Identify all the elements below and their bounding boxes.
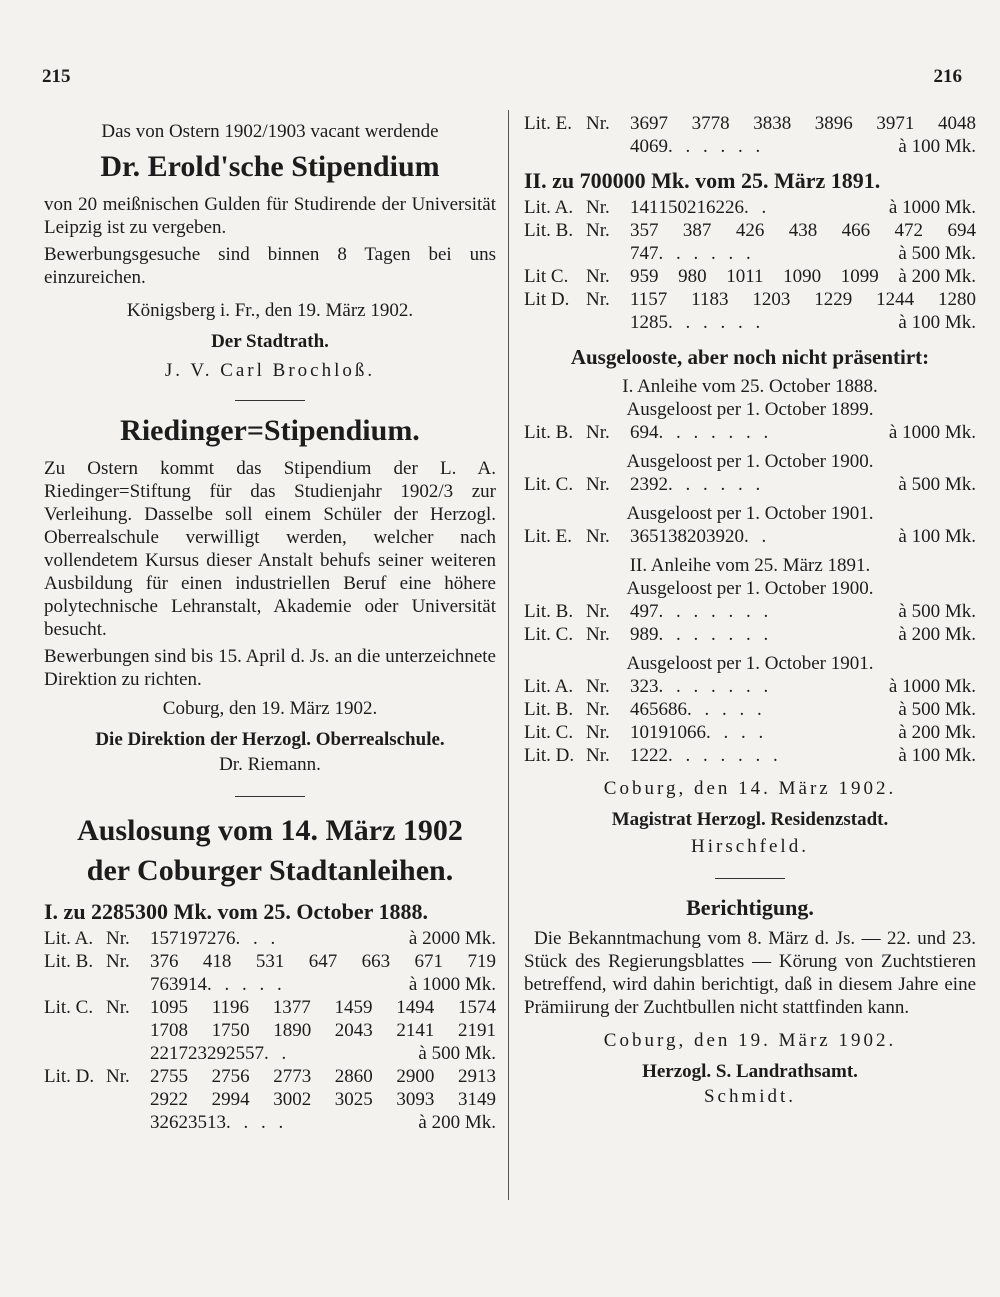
draw-number: 1095: [150, 997, 188, 1018]
lottery-row: [524, 525, 976, 548]
draw-number: 2392: [630, 474, 668, 495]
draw-number: 694: [947, 220, 976, 241]
draw-number: 1222: [630, 745, 668, 766]
anleihe-1-heading: I. Anleihe vom 25. October 1888.: [622, 376, 878, 397]
draw-number: 914: [178, 974, 207, 995]
drawn-1901-loan2-heading: Ausgeloost per 1. October 1901.: [626, 653, 874, 674]
draw-numbers: [150, 996, 496, 1019]
draw-number: 466: [841, 220, 871, 241]
draw-numbers: [630, 196, 976, 219]
draw-number: 980: [678, 266, 707, 287]
denomination: à 500 Mk.: [898, 601, 976, 622]
drawn-1900-loan2-list: [524, 600, 976, 646]
draw-number: 2773: [273, 1066, 312, 1087]
draw-number: 376: [150, 951, 179, 972]
draw-numbers: [630, 219, 976, 242]
number-label: Nr.: [586, 526, 610, 547]
draw-number: 1183: [691, 289, 729, 310]
series-label: Lit. A.: [44, 928, 94, 949]
drawn-1899-list: [524, 421, 976, 444]
erold-signature-body: Der Stadtrath.: [211, 331, 329, 352]
leader-dots: . . . . . .: [668, 312, 765, 333]
draw-number: 4069: [630, 136, 668, 157]
draw-number: 1011: [726, 266, 764, 287]
draw-number: 426: [735, 220, 765, 241]
draw-number: 150: [658, 197, 687, 218]
series-label: Lit. C.: [524, 624, 574, 645]
leader-dots: . . . . . .: [668, 474, 765, 495]
draw-numbers: [150, 1088, 496, 1111]
lottery-row: [524, 473, 976, 496]
page-number-left: 215: [42, 66, 71, 87]
lottery-row: [44, 996, 496, 1019]
draw-numbers: [150, 1019, 496, 1042]
draw-number: 1708: [150, 1020, 188, 1041]
draw-number: 3002: [273, 1089, 312, 1110]
draw-number: 3896: [814, 113, 853, 134]
draw-numbers: [630, 525, 976, 548]
riedinger-body-2: Bewerbungen sind bis 15. April d. Js. an die unterzeichnete Direktion zu richten.: [44, 646, 496, 690]
leader-dots: . .: [744, 197, 771, 218]
number-label: Nr.: [586, 474, 610, 495]
draw-number: 1280: [937, 289, 976, 310]
denomination: à 100 Mk.: [898, 745, 976, 766]
draw-number: 3971: [876, 113, 915, 134]
draw-numbers: [630, 242, 976, 265]
draw-numbers: [150, 950, 496, 973]
lottery-row-continuation: [44, 973, 496, 996]
berichtigung-body: Die Bekanntmachung vom 8. März d. Js. — 22. und 23. Stück des Regierungsblattes — Körung von Zuchtstieren betreffend, wird dahin berichtigt, daß in diesem Jahre eine Prämiirung der Zuchtbullen nicht stattfinden kann.: [524, 928, 976, 1018]
draw-number: 2043: [334, 1020, 373, 1041]
leader-dots: . .: [744, 526, 771, 547]
number-label: Nr.: [586, 197, 610, 218]
draw-number: 1285: [630, 312, 668, 333]
draw-number: 357: [630, 220, 659, 241]
number-label: Nr.: [106, 997, 130, 1018]
draw-number: 694: [630, 422, 659, 443]
denomination: à 1000 Mk.: [888, 197, 976, 218]
draw-number: 686: [658, 699, 687, 720]
erold-signature-name: J. V. Carl Brochloß.: [164, 360, 376, 381]
riedinger-place-date: Coburg, den 19. März 1902.: [162, 698, 378, 719]
draw-number: 2756: [211, 1066, 250, 1087]
draw-numbers: [630, 744, 976, 767]
draw-number: 3262: [150, 1112, 188, 1133]
draw-numbers: [630, 288, 976, 311]
lottery-row: [44, 1065, 496, 1088]
draw-number: 387: [682, 220, 712, 241]
drawn-1900-loan2-heading: Ausgeloost per 1. October 1900.: [626, 578, 874, 599]
denomination: à 100 Mk.: [898, 312, 976, 333]
draw-number: 2922: [150, 1089, 188, 1110]
draw-number: 3778: [691, 113, 730, 134]
series-label: Lit. A.: [524, 676, 574, 697]
drawn-1900-heading: Ausgeloost per 1. October 1900.: [626, 451, 874, 472]
leader-dots: . .: [264, 1043, 291, 1064]
draw-number: 465: [630, 699, 659, 720]
loan-1-heading: I. zu 2285300 Mk. vom 25. October 1888.: [44, 899, 428, 924]
denomination: à 500 Mk.: [898, 243, 976, 264]
auslosung-subtitle: der Coburger Stadtanleihen.: [86, 854, 454, 887]
riedinger-signature-name: Dr. Riemann.: [219, 754, 321, 775]
erold-place-date: Königsberg i. Fr., den 19. März 1902.: [126, 300, 414, 321]
leader-dots: . . . . . .: [658, 243, 755, 264]
series-label: Lit. D.: [524, 745, 575, 766]
draw-number: 141: [630, 197, 659, 218]
erold-intro: Das von Ostern 1902/1903 vacant werdende: [101, 121, 439, 142]
leader-dots: . . . . . . .: [658, 422, 773, 443]
series-label: Lit. C.: [44, 997, 94, 1018]
erold-body-2: Bewerbungsgesuche sind binnen 8 Tagen bei uns einzureichen.: [44, 244, 496, 288]
number-label: Nr.: [586, 676, 610, 697]
series-label: Lit. E.: [524, 113, 573, 134]
number-label: Nr.: [586, 266, 610, 287]
draw-number: 959: [630, 266, 659, 287]
loan-2-draw-list: [524, 196, 976, 334]
lottery-row: [524, 698, 976, 721]
draw-numbers: [630, 265, 976, 288]
draw-number: 1494: [396, 997, 435, 1018]
draw-number: 1019: [630, 722, 668, 743]
denomination: à 100 Mk.: [898, 136, 976, 157]
right-column: [524, 112, 976, 1108]
draw-numbers: [630, 112, 976, 135]
draw-number: 1574: [457, 997, 496, 1018]
draw-number: 3513: [188, 1112, 226, 1133]
draw-number: 663: [361, 951, 391, 972]
draw-number: 2994: [211, 1089, 250, 1110]
denomination: à 500 Mk.: [898, 699, 976, 720]
number-label: Nr.: [106, 951, 130, 972]
lottery-row: [44, 927, 496, 950]
leader-dots: . . . .: [226, 1112, 288, 1133]
lottery-row-continuation: [524, 135, 976, 158]
leader-dots: . . . . .: [207, 974, 286, 995]
auslosung-title: Auslosung vom 14. März 1902: [77, 814, 463, 847]
series-label: Lit. C.: [524, 722, 574, 743]
draw-number: 497: [630, 601, 659, 622]
draw-number: 1377: [272, 997, 311, 1018]
riedinger-body: Zu Ostern kommt das Stipendium der L. A. Riedinger=Stiftung für das Studienjahr 1902/3 zur Verleihung. Dasselbe soll einem Schüler der Herzogl. Oberrealschule verwilligt werden, welcher nach vollendetem Kursus dieser Anstalt behufs seiner weiteren Ausbildung für einen industriellen Beruf eine höhere polytechnische Lehranstalt, Akademie oder Universität besucht.: [44, 458, 496, 640]
section-rule: [715, 878, 785, 879]
number-label: Nr.: [586, 624, 610, 645]
draw-number: 2217: [150, 1043, 188, 1064]
draw-numbers: [630, 675, 976, 698]
draw-number: 323: [630, 676, 659, 697]
number-label: Nr.: [586, 699, 610, 720]
berichtigung-title: Berichtigung.: [686, 895, 814, 920]
drawn-1900-list: [524, 473, 976, 496]
series-label: Lit. D.: [44, 1066, 95, 1087]
section-rule: [235, 400, 305, 401]
denomination: à 200 Mk.: [898, 722, 976, 743]
draw-number: 1157: [630, 289, 668, 310]
drawn-1901-list: [524, 525, 976, 548]
draw-number: 2329: [188, 1043, 226, 1064]
unpresented-heading: Ausgelooste, aber noch nicht präsentirt:: [570, 345, 930, 369]
leader-dots: . . . . . .: [668, 136, 765, 157]
draw-number: 2141: [396, 1020, 435, 1041]
draw-number: 1066: [668, 722, 706, 743]
leader-dots: . . . . . . .: [658, 676, 773, 697]
magistrat-place-date: Coburg, den 14. März 1902.: [603, 778, 897, 799]
leader-dots: . . . . . . .: [658, 601, 773, 622]
series-label: Lit. B.: [524, 601, 574, 622]
denomination: à 500 Mk.: [898, 474, 976, 495]
denomination: à 1000 Mk.: [888, 676, 976, 697]
draw-number: 1890: [273, 1020, 312, 1041]
number-label: Nr.: [586, 601, 610, 622]
lottery-row-continuation: [44, 1042, 496, 1065]
draw-number: 472: [894, 220, 924, 241]
draw-numbers: [630, 135, 976, 158]
draw-number: 1090: [783, 266, 822, 287]
draw-number: 2557: [226, 1043, 264, 1064]
drawn-1899-heading: Ausgeloost per 1. October 1899.: [626, 399, 874, 420]
magistrat-signature-body: Magistrat Herzogl. Residenzstadt.: [611, 809, 889, 830]
draw-number: 1196: [211, 997, 250, 1018]
series-label: Lit. B.: [524, 699, 574, 720]
number-label: Nr.: [586, 113, 610, 134]
magistrat-signature-name: Hirschfeld.: [691, 836, 809, 857]
draw-number: 989: [630, 624, 659, 645]
denomination: à 200 Mk.: [418, 1112, 496, 1133]
lottery-row: [524, 196, 976, 219]
lottery-row-continuation: [44, 1019, 496, 1042]
leader-dots: . . . .: [706, 722, 768, 743]
draw-numbers: [630, 623, 976, 646]
number-label: Nr.: [586, 289, 610, 310]
lottery-row-continuation: [524, 242, 976, 265]
draw-number: 531: [255, 951, 285, 972]
loan-1-draw-list: [44, 927, 496, 1134]
berichtigung-signature-name: Schmidt.: [703, 1086, 797, 1107]
number-label: Nr.: [586, 220, 610, 241]
leader-dots: . . . . .: [687, 699, 766, 720]
draw-number: 4048: [937, 113, 976, 134]
draw-number: 3149: [457, 1089, 496, 1110]
section-rule: [235, 796, 305, 797]
denomination: à 100 Mk.: [898, 526, 976, 547]
draw-number: 747: [630, 243, 659, 264]
lottery-row: [524, 744, 976, 767]
berichtigung-signature-body: Herzogl. S. Landrathsamt.: [642, 1061, 858, 1082]
draw-numbers: [630, 721, 976, 744]
draw-number: 763: [150, 974, 179, 995]
draw-number: 1244: [876, 289, 915, 310]
draw-number: 647: [308, 951, 338, 972]
draw-number: 671: [414, 951, 444, 972]
series-label: Lit C.: [524, 266, 569, 287]
draw-number: 418: [202, 951, 232, 972]
draw-number: 3093: [396, 1089, 435, 1110]
number-label: Nr.: [586, 422, 610, 443]
denomination: à 1000 Mk.: [888, 422, 976, 443]
draw-number: 3697: [630, 113, 668, 134]
draw-number: 216: [687, 197, 716, 218]
anleihe-2-heading: II. Anleihe vom 25. März 1891.: [629, 555, 871, 576]
denomination: à 200 Mk.: [898, 266, 976, 287]
series-label: Lit. C.: [524, 474, 574, 495]
lottery-row: [524, 219, 976, 242]
draw-number: 1229: [814, 289, 853, 310]
drawn-1901-heading: Ausgeloost per 1. October 1901.: [626, 503, 874, 524]
denomination: à 1000 Mk.: [408, 974, 496, 995]
draw-numbers: [630, 311, 976, 334]
lottery-row: [44, 950, 496, 973]
draw-number: 1099: [840, 266, 879, 287]
leader-dots: . . .: [235, 928, 280, 949]
column-divider: [508, 110, 509, 1200]
draw-number: 719: [467, 951, 496, 972]
draw-number: 3651: [630, 526, 668, 547]
left-column: [44, 112, 496, 1134]
draw-numbers: [630, 473, 976, 496]
number-label: Nr.: [586, 745, 610, 766]
draw-number: 226: [715, 197, 744, 218]
series-label: Lit. E.: [524, 526, 573, 547]
draw-number: 276: [207, 928, 236, 949]
draw-number: 3920: [706, 526, 744, 547]
riedinger-title: Riedinger=Stipendium.: [120, 414, 420, 447]
lottery-row: [524, 265, 976, 288]
draw-numbers: [630, 698, 976, 721]
lottery-row-continuation: [524, 311, 976, 334]
draw-number: 2900: [396, 1066, 435, 1087]
lottery-row: [524, 421, 976, 444]
draw-number: 1459: [334, 997, 373, 1018]
series-label: Lit. B.: [524, 422, 574, 443]
draw-numbers: [630, 421, 976, 444]
loan-2-heading: II. zu 700000 Mk. vom 25. März 1891.: [524, 168, 881, 193]
lottery-row-continuation: [44, 1088, 496, 1111]
number-label: Nr.: [106, 928, 130, 949]
number-label: Nr.: [106, 1066, 130, 1087]
draw-number: 2755: [150, 1066, 188, 1087]
draw-numbers: [150, 973, 496, 996]
draw-number: 438: [788, 220, 818, 241]
draw-numbers: [150, 1111, 496, 1134]
draw-number: 2860: [334, 1066, 373, 1087]
draw-number: 157: [150, 928, 179, 949]
draw-numbers: [630, 600, 976, 623]
leader-dots: . . . . . . .: [658, 624, 773, 645]
page-number-right: 216: [933, 66, 962, 87]
draw-number: 1750: [211, 1020, 250, 1041]
lottery-row: [524, 623, 976, 646]
lottery-row: [524, 112, 976, 135]
draw-numbers: [150, 1042, 496, 1065]
draw-number: 2913: [457, 1066, 496, 1087]
lottery-row-continuation: [44, 1111, 496, 1134]
series-label: Lit D.: [524, 289, 570, 310]
loan-1-draw-list-continued: [524, 112, 976, 158]
riedinger-signature-body: Die Direktion der Herzogl. Oberrealschule.: [95, 729, 445, 750]
series-label: Lit. B.: [44, 951, 94, 972]
series-label: Lit. A.: [524, 197, 574, 218]
draw-number: 2191: [457, 1020, 496, 1041]
draw-numbers: [150, 927, 496, 950]
draw-number: 197: [178, 928, 207, 949]
draw-number: 3838: [753, 113, 792, 134]
erold-body: von 20 meißnischen Gulden für Studirende der Universität Leipzig ist zu vergeben.: [44, 194, 496, 238]
berichtigung-place-date: Coburg, den 19. März 1902.: [603, 1030, 897, 1051]
leader-dots: . . . . . . .: [668, 745, 782, 766]
erold-title: Dr. Erold'sche Stipendium: [100, 150, 440, 183]
denomination: à 200 Mk.: [898, 624, 976, 645]
denomination: à 500 Mk.: [418, 1043, 496, 1064]
lottery-row: [524, 721, 976, 744]
denomination: à 2000 Mk.: [408, 928, 496, 949]
draw-number: 3025: [334, 1089, 373, 1110]
drawn-1901-loan2-list: [524, 675, 976, 767]
number-label: Nr.: [586, 722, 610, 743]
draw-number: 1203: [752, 289, 791, 310]
lottery-row: [524, 600, 976, 623]
draw-numbers: [150, 1065, 496, 1088]
series-label: Lit. B.: [524, 220, 574, 241]
lottery-row: [524, 675, 976, 698]
lottery-row: [524, 288, 976, 311]
draw-number: 3820: [668, 526, 706, 547]
